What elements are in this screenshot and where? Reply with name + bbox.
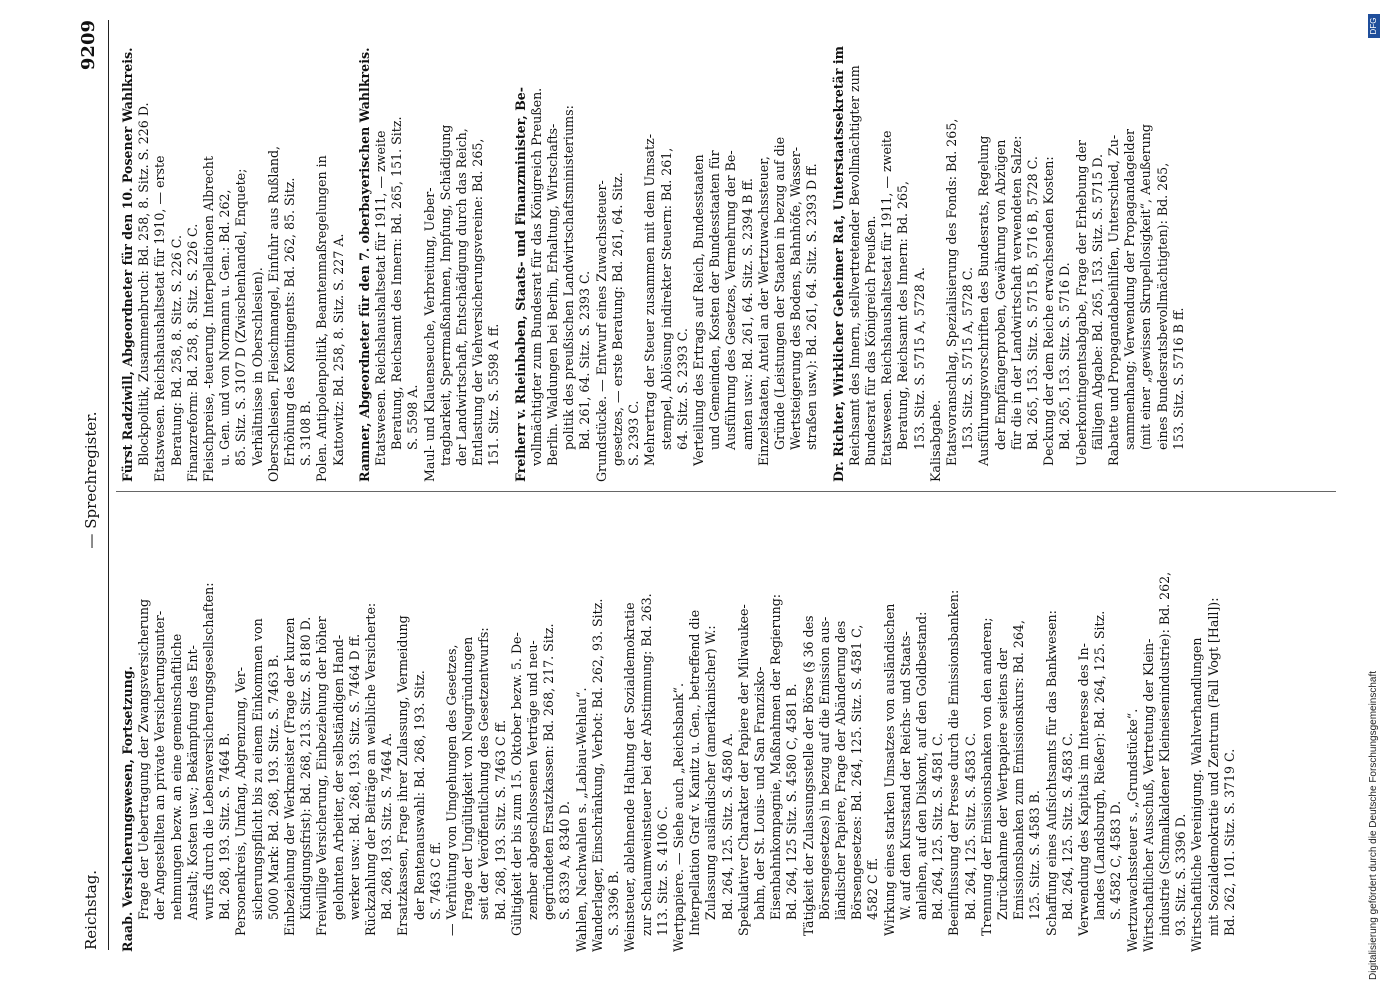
entry-line: eines Bundesratsbevollmächtigten): Bd. 265, <box>1154 162 1170 450</box>
entry-line: Ueberkontingentsabgabe, Frage der Erhebung der <box>1073 140 1089 466</box>
entry-line: 113. Sitz. S. 4106 C. <box>654 806 670 936</box>
entry-line: Gültigkeit der bis zum 15. Oktober bezw. 5. De- <box>508 632 524 936</box>
entry-line: seit der Veröffentlichung des Gesetzentwurfs: <box>476 627 492 920</box>
entry-line: tragbarkeit, Sperrmaßnahmen, Impfung, Schädigung <box>437 124 453 466</box>
entry-line: stempel, Ablösung indirekter Steuern: Bd. 261, <box>658 147 674 450</box>
entry-line: Verteilung des Ertrags auf Reich, Bundesstaaten <box>690 154 706 466</box>
entry-line: politik des preußischen Landwirtschaftsministeriums: <box>561 105 577 450</box>
entry-line: Beratung, Reichsamt des Innern: Bd. 265, 151. Sitz. <box>389 116 405 450</box>
entry-line: Freiwillige Versicherung, Einbeziehung der höher <box>314 616 330 936</box>
entry-line: Blockpolitik, Zusammenbruch: Bd. 258, 8. Sitz. S. 226 D. <box>136 102 152 466</box>
entry-heading: Raab. Versicherungswesen, Fortsetzung. <box>120 665 135 952</box>
entry-line: sicherungspflicht bis zu einem Einkommen von <box>249 618 265 920</box>
entry-line: Interpellation Graf v. Kanitz u. Gen., betreffend die <box>687 609 703 936</box>
entry-line: Zulassung ausländischer (amerikanischer) W.: <box>703 625 719 920</box>
entry-line: Bd. 268, 193. Sitz. S. 7464 B. <box>217 732 233 920</box>
entry-line: Wahlen, Nachwahlen s. „Labiau-Wehlau“. <box>573 687 589 952</box>
entry-line: wurfs durch die Lebensversicherungsgesellschaften: <box>201 582 217 920</box>
entry-line: der Landwirtschaft, Entschädigung durch das Reich, <box>454 128 470 466</box>
entry-line: Bd. 261, 64. Sitz. S. 2393 C. <box>577 270 593 450</box>
right-column <box>120 32 1320 482</box>
entry-line: werker usw.: Bd. 268, 193. Sitz. S. 7464 D ff. <box>346 633 362 920</box>
entry-line: Oberschlesien, Fleischmangel, Einfuhr aus Rußland, <box>265 145 281 482</box>
header-divider <box>108 20 109 950</box>
entry-line: Bd. 268, 193. Sitz. S. 7463 C ff. <box>492 719 508 920</box>
entry-line: anleihen, auf den Diskont, auf den Goldbestand: <box>913 611 929 920</box>
entry-line: für die in der Landwirtschaft verwendeten Salze: <box>1008 135 1024 450</box>
entry-line: Eisenbahnkompagnie, Maßnahmen der Regierung: <box>768 593 784 920</box>
entry-line: Wirtschaftlicher Ausschuß, Vertretung der Klein- <box>1140 638 1156 952</box>
entry-line: Frage der Uebertragung der Zwangsversicherung <box>136 598 152 920</box>
entry-line: Etatswesen. Reichshaushaltsetat für 1911, — zweite <box>879 130 895 466</box>
entry-line: Bd. 264, 125 Sitz. S. 4580 C, 4581 B. <box>784 683 800 920</box>
entry-line: Frage der Ungültigkeit von Neugründungen <box>460 636 476 920</box>
entry-line: Bd. 264, 125. Sitz. S. 4583 C. <box>1059 732 1075 920</box>
entry-line: Gründe (Leistungen der Staaten in bezug auf die <box>771 136 787 450</box>
entry-line: gelohnten Arbeiter, der selbständigen Hand- <box>330 634 346 920</box>
entry-line: S. 5598 A. <box>405 384 421 450</box>
entry-line: 85. Sitz. S. 3107 D (Zwischenhandel, Enquete; <box>233 168 249 466</box>
entry-line: Kündigungsfrist): Bd. 268, 213. Sitz. S. 8180 D. <box>298 616 314 920</box>
entry-line: S. 2393 C. <box>626 400 642 466</box>
entry-line: Rückzahlung der Beiträge an weibliche Versicherte: <box>363 602 379 936</box>
entry-line: Bundesrat für das Königreich Preußen. <box>862 215 878 466</box>
entry-line: Kattowitz: Bd. 258, 8. Sitz. S. 227 A. <box>330 233 346 466</box>
entry-line: mit Sozialdemokratie und Zentrum (Fall Vogt [Hall]): <box>1205 597 1221 936</box>
entry-line: Zurücknahme der Wertpapiere seitens der <box>994 648 1010 920</box>
entry-line: Anstalt; Kosten usw.; Bekämpfung des Ent- <box>184 645 200 920</box>
entry-line: Verwendung des Kapitals im Interesse des In- <box>1075 643 1091 936</box>
entry-line: ländischer Papiere, Frage der Abänderung des <box>832 620 848 920</box>
entry-line: Bd. 264, 125. Sitz. S. 4581 C. <box>930 732 946 920</box>
entry-line: S. 7463 C ff. <box>427 841 443 920</box>
entry-line: Schaffung eines Aufsichtsamts für das Bankwesen: <box>1043 610 1059 936</box>
entry-line: Etatswesen. Reichshaushaltsetat für 1911, — zweite <box>373 130 389 466</box>
entry-line: Tätigkeit der Zulassungsstelle der Börse (§ 36 des <box>800 615 816 936</box>
entry-line: Rabatte und Propagandabeihilfen, Unterschied, Zu- <box>1105 134 1121 466</box>
entry-line: 153. Sitz. S. 5715 A, 5728 A. <box>911 267 927 450</box>
entry-spacer <box>347 32 357 482</box>
entry-line: 5000 Mark: Bd. 268, 193. Sitz. S. 7463 B. <box>265 654 281 920</box>
entry-line: Finanzreform: Bd. 258, 8. Sitz. S. 226 C. <box>184 223 200 482</box>
entry-line: Etatswesen. Reichshaushaltsetat für 1910, — erste <box>152 155 168 482</box>
entry-line: Bd. 265, 153. Sitz. S. 5715 B, 5716 B, 5728 C. <box>1024 156 1040 450</box>
entry-line: — Verhütung von Umgehungen des Gesetzes, <box>444 644 460 936</box>
entry-line: Wertsteigerung des Bodens, Bahnhöfe, Wasser- <box>788 147 804 450</box>
digitization-note: Digitalisierung gefördert durch die Deutsche Forschungsgemeinschaft <box>1368 670 1379 980</box>
entry-line: W. auf den Kursstand der Reichs- und Staats- <box>897 631 913 920</box>
entry-line: Börsengesetzes) in bezug auf die Emission aus- <box>816 616 832 920</box>
entry-line: Fleischpreise, -teuerung. Interpellationen Albrecht <box>201 156 217 482</box>
entry-line: 64. Sitz. S. 2393 C. <box>674 328 690 450</box>
entry-line: nehmungen bezw. an eine gemeinschaftliche <box>168 633 184 920</box>
entry-line: Einzelstaaten, Anteil an der Wertzuwachssteuer, <box>755 156 771 466</box>
entry-line: Emissionsbanken zum Emissionskurs: Bd. 264, <box>1011 620 1027 920</box>
entry-line: der Empfängerproben, Gewährung von Abzügen <box>992 139 1008 450</box>
entry-line: zur Schaumweinsteuer bei der Abstimmung: Bd. 263. <box>638 593 654 936</box>
entry-line: Beratung: Bd. 258, 8. Sitz. S. 226 C. <box>168 235 184 466</box>
entry-heading: Fürst Radziwill, Abgeordneter für den 10. Posener Wahlkreis. <box>120 47 135 482</box>
entry-heading: Ramner, Abgeordneter für den 7. oberbayerischen Wahlkreis. <box>356 47 372 482</box>
entry-line: vollmächtigter zum Bundesrat für das Königreich Preußen. <box>528 87 544 466</box>
header-title: Reichstag. <box>82 869 100 950</box>
entry-line: straßen usw.): Bd. 261, 64. Sitz. S. 2393 D ff. <box>804 163 820 450</box>
entry-line: bahn, der St. Louis- und San Franzisko- <box>751 666 767 920</box>
entry-line: 153. Sitz. S. 5715 A, 5728 C. <box>960 267 976 450</box>
entry-line: Reichsamt des Innern, stellvertretender Bevollmächtigter zum <box>846 65 862 466</box>
entry-heading: Freiherr v. Rheinbaben, Staats- und Finanzminister, Be- <box>512 86 528 482</box>
entry-line: Einbeziehung der Werkmeister (Frage der kurzen <box>282 617 298 936</box>
entry-line: S. 8339 A, 8340 D. <box>557 800 573 920</box>
entry-line: Personenkreis, Umfang, Abgrenzung, Ver- <box>233 667 249 936</box>
entry-line: Ausführung des Gesetzes, Vermehrung der Be- <box>723 150 739 450</box>
entry-line: 93. Sitz. S. 3396 D. <box>1173 813 1189 936</box>
entry-line: 4582 C ff. <box>865 857 881 920</box>
entry-line: Ersatzkassen, Frage ihrer Zulassung, Vermeidung <box>395 615 411 936</box>
entry-line: Weinsteuer, ablehnende Haltung der Sozialdemokratie <box>622 602 638 952</box>
entry-line: Maul- und Klauenseuche, Verbreitung, Ueber- <box>421 187 437 482</box>
entry-line: Deckung der dem Reiche erwachsenden Kosten: <box>1041 156 1057 466</box>
entry-line: 125. Sitz. S. 4583 B. <box>1027 790 1043 920</box>
entry-line: Bd. 264, 125. Sitz. S. 4583 C. <box>962 732 978 920</box>
page-header <box>78 10 108 950</box>
entry-line: industrie (Schmalkaldener Kleineisenindustrie): Bd. 262, <box>1157 571 1172 936</box>
header-subtitle: — Sprechregister. <box>82 411 100 549</box>
entry-line: Etatsvoranschlag, Spezialisierung des Fonds: Bd. 265, <box>943 118 959 466</box>
entry-line: amten usw.: Bd. 261, 64. Sitz. S. 2394 B ff. <box>739 178 755 450</box>
entry-line: der Rentenauswahl: Bd. 268, 193. Sitz. <box>411 670 427 920</box>
entry-line: Spekulativer Charakter der Papiere der Milwaukee- <box>735 604 751 936</box>
entry-line: S. 4582 C, 4583 D. <box>1108 800 1124 920</box>
entry-line: Wirtschaftliche Vereinigung. Wahlverhandlungen <box>1189 637 1205 952</box>
entry-line: Bd. 268, 193. Sitz. S. 7464 A. <box>379 732 395 920</box>
entry-spacer <box>821 32 831 482</box>
entry-line: Kalisabgabe. <box>927 399 943 482</box>
entry-line: zember abgeschlossenen Verträge und neu- <box>525 640 541 920</box>
entry-line: der Angestellten an private Versicherungsunter- <box>152 610 168 920</box>
page-number: 9209 <box>78 20 99 71</box>
entry-line: Ausführungsvorschriften des Bundesrats, Regelung <box>976 135 992 466</box>
entry-line: S. 3396 B. <box>606 870 622 936</box>
dfg-logo: DFG <box>1368 14 1380 38</box>
entry-line: Bd. 262, 101. Sitz. S. 3719 C. <box>1221 748 1237 936</box>
entry-line: Börsengesetzes: Bd. 264, 125. Sitz. S. 4581 C, <box>849 624 865 920</box>
entry-line: Wirkung eines starken Umsatzes von ausländischen <box>881 603 897 936</box>
entry-line: Beratung, Reichsamt des Innern: Bd. 265, <box>895 180 911 450</box>
entry-line: und Gemeinden, Kosten der Bundesstaaten für <box>707 150 723 450</box>
entry-line: Bd. 264, 125. Sitz. S. 4580 A. <box>719 732 735 920</box>
entry-line: Verhältnisse in Oberschlesien). <box>249 267 265 466</box>
entry-line: Wertpapiere. — Siehe auch „Reichsbank“. <box>670 683 686 952</box>
entry-line: Berlin. Waldungen bei Berlin, Erhaltung, Wirtschafts- <box>545 123 561 466</box>
entry-line: (mit einer „gewissen Skrupellosigkeit“, Aeußerung <box>1138 124 1154 450</box>
entry-line: u. Gen. und von Normann u. Gen.: Bd. 262, <box>217 189 233 466</box>
entry-spacer <box>503 32 513 482</box>
entry-line: Polen. Antipolenpolitik, Beamtenmaßregelungen in <box>314 155 330 482</box>
entry-line: gesetzes, — erste Beratung: Bd. 261, 64. Sitz. <box>609 172 625 466</box>
entry-line: Wertzuwachssteuer s. „Grundstücke“. <box>1124 708 1140 952</box>
entry-line: Wanderlager, Einschränkung, Verbot: Bd. 262, 93. Sitz. <box>589 598 605 952</box>
entry-line: 153. Sitz. S. 5716 B ff. <box>1170 307 1186 450</box>
entry-line: Entlastung der Viehversicherungsvereine: Bd. 265, <box>470 138 486 466</box>
entry-line: S. 3108 B. <box>298 400 314 466</box>
entry-line: Erhöhung des Kontingents: Bd. 262, 85. Sitz. <box>282 177 298 466</box>
left-column <box>120 502 1320 952</box>
column-divider <box>116 491 1336 492</box>
entry-line: Grundstücke. — Entwurf eines Zuwachssteuer- <box>593 180 609 482</box>
entry-line: 151. Sitz. S. 5598 A ff. <box>486 323 502 466</box>
entry-line: Beeinflussung der Presse durch die Emissionsbanken: <box>946 589 962 936</box>
entry-line: Trennung der Emissionsbanken von den anderen; <box>978 617 994 936</box>
entry-line: Bd. 265, 153. Sitz. S. 5716 D. <box>1057 262 1073 450</box>
entry-line: fälligen Abgabe: Bd. 265, 153. Sitz. S. 5715 D. <box>1089 153 1105 450</box>
entry-line: Mehrertrag der Steuer zusammen mit dem Umsatz- <box>642 133 658 466</box>
entry-line: landes (Landsburgh, Rießer): Bd. 264, 125. Sitz. <box>1092 610 1108 920</box>
entry-line: gegründeten Ersatzkassen: Bd. 268, 217. Sitz. <box>541 623 557 920</box>
entry-heading: Dr. Richter, Wirklicher Geheimer Rat, Unterstaatssekretär im <box>830 46 846 482</box>
entry-line: sammenhang; Verwendung der Propagandagelder <box>1122 128 1138 450</box>
